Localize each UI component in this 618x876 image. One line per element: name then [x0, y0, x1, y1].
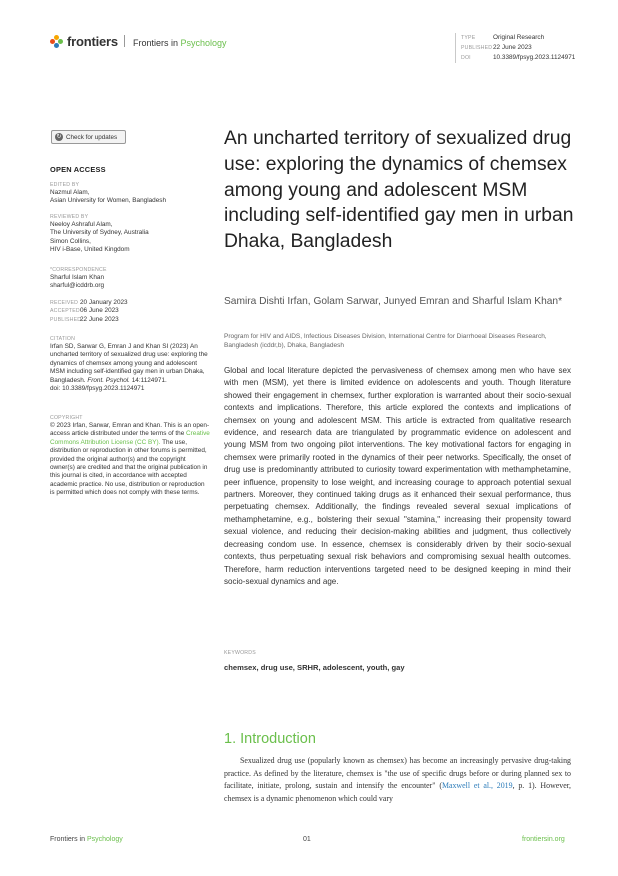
correspondence: *CORRESPONDENCE Sharful Islam Khan sharful@icddrb.org — [50, 266, 210, 291]
dates: RECEIVED 20 January 2023 ACCEPTED06 June 2023 PUBLISHED22 June 2023 — [50, 299, 128, 323]
section-heading-introduction: 1. Introduction — [224, 731, 316, 747]
footer-journal[interactable]: Frontiers in Psychology — [50, 836, 123, 843]
meta-type: TYPE Original Research — [461, 34, 545, 41]
meta-published: PUBLISHED22 June 2023 — [461, 44, 532, 51]
introduction-paragraph: Sexualized drug use (popularly known as chemsex) has become an increasingly pervasive drug-taking practice. As defined by the literature, chemsex is "the use of specific drugs before or during planned sex to facilitate, initiate, prolong, sustain and intensify the encounter" (Maxwell et al., 2019, p. 1). However, chemsex is a dynamic phenomenon which could vary — [224, 756, 571, 803]
correspondence-email[interactable]: sharful@icddrb.org — [50, 282, 105, 290]
copyright: COPYRIGHT © 2023 Irfan, Sarwar, Emran and Khan. This is an open-access article distributed under the terms of the Creative Commons Attribution License (CC BY). The use, distribution or reproduction in other forums is permitted, provided the original author(s) and the copyright owner(s) are credited and that the original publication in this journal is cited, in accordance with accepted academic practice. No use, distribution or reproduction is permitted which does not comply with these terms. — [50, 415, 210, 497]
header-divider — [124, 35, 125, 47]
abstract-text: Global and local literature depicted the pervasiveness of chemsex among men who have sex with men (MSM), yet there is limited evidence on adolescents and youth. Though literature showed their engagement in chemsex, further exploration is warranted about their socio-sexual contexts and implications. Therefore, this article explored the contexts and implications of chemsex on young and adolescent MSM. This article is extracted from qualitative research evidence, and research data are triangulated by programmatic evidence on adolescent and young MSM from two ongoing pilot interventions. The key motivational factors for engaging in chemsex were primarily rooted in the dynamics of their peer networks. Specifically, the onset of drug use is predominantly attributed to curiosity toward experimentation with methamphetamine, peer influence, propensity to lose weight, and increasing courage to approach potential sexual partners. Moreover, they continued taking drugs as it enhanced their sexual performance, thus perpetuating chemsex. Additionally, the findings revealed several sexual implications of methamphetamine, e.g., bolstering their sexual "stamina," increasing their propensity toward sexual violence, and reducing their decision-making abilities and judgment, thus collectively decreasing condom use. In essence, chemsex is considerably driven by their socio-sexual contexts, thus perpetuating sexual risk behaviors and compromising sexual health outcomes. Therefore, harm reduction interventions targeted need to be designed keeping in mind their socio-sexual dynamics and age. — [224, 366, 571, 586]
frontiers-logo[interactable] — [50, 34, 118, 49]
citation-doi[interactable]: doi: 10.3389/fpsyg.2023.1124971 — [50, 385, 145, 393]
journal-name[interactable]: Frontiers in Psychology — [133, 38, 227, 48]
article-title: An uncharted territory of sexualized drug use: exploring the dynamics of chemsex among young and adolescent MSM including self-identified gay men in urban Dhaka, Bangladesh — [224, 128, 574, 253]
logo-wordmark: frontiers — [67, 34, 118, 49]
reference-link[interactable]: Maxwell et al., 2019 — [441, 781, 513, 791]
edited-by: EDITED BY Nazmul Alam, Asian University for Women, Bangladesh — [50, 182, 167, 205]
frontiers-logo-icon — [50, 35, 63, 48]
refresh-icon: ↻ — [56, 134, 62, 140]
meta-doi: DOI 10.3389/fpsyg.2023.1124971 — [461, 54, 576, 61]
license-link[interactable]: Creative Commons Attribution License (CC BY). — [50, 430, 210, 446]
reviewed-by: REVIEWED BY Neeloy Ashraful Alam, The University of Sydney, Australia Simon Collins, HIV i-Base, United Kingdom — [50, 214, 149, 254]
keywords: chemsex, drug use, SRHR, adolescent, youth, gay — [224, 663, 405, 672]
citation: CITATION Irfan SD, Sarwar G, Emran J and Khan SI (2023) An uncharted territory of sexualized drug use: exploring the dynamics of chemsex among young and adolescent MSM including self-identified gay men in urban Dhaka, Bangladesh. Front. Psychol. 14:1124971. doi: 10.3389/fpsyg.2023.1124971 — [50, 335, 210, 393]
open-access-label: OPEN ACCESS — [50, 165, 106, 174]
check-updates-button[interactable]: ↻ Check for updates — [51, 130, 126, 144]
author-list[interactable]: Samira Dishti Irfan, Golam Sarwar, Junyed Emran and Sharful Islam Khan* — [224, 296, 563, 307]
article-meta — [455, 33, 575, 63]
affiliation: Program for HIV and AIDS, Infectious Diseases Division, International Centre for Diarrhoeal Diseases Research, Bangladesh (icddr,b), Dhaka, Bangladesh — [224, 333, 547, 349]
keywords-label: KEYWORDS — [224, 650, 256, 656]
footer-site-link[interactable]: frontiersin.org — [522, 836, 565, 843]
page-number: 01 — [303, 836, 311, 843]
